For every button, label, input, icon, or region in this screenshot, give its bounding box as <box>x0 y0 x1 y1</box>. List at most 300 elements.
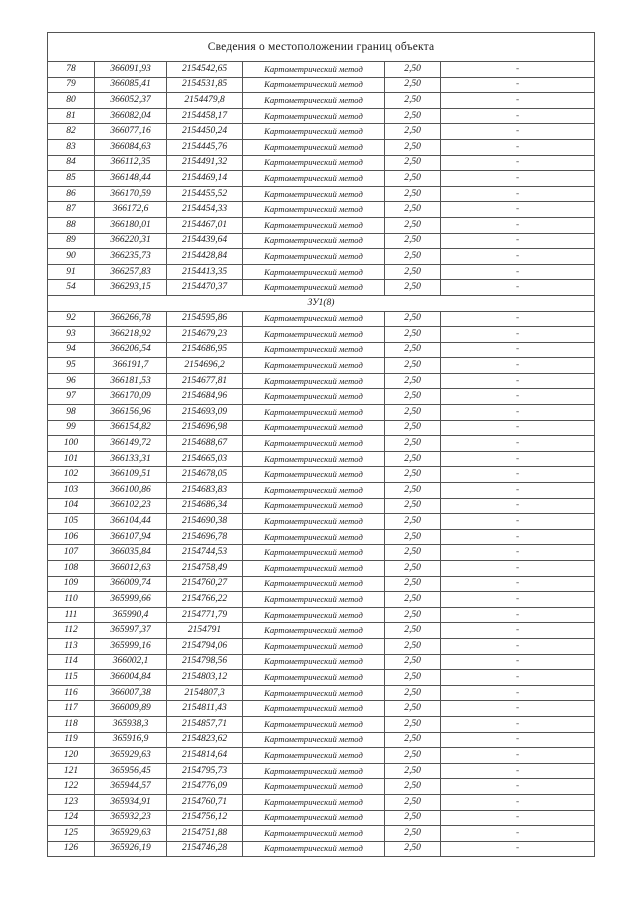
accuracy-cell: 2,50 <box>385 451 441 467</box>
coord-y-cell: 2154794,06 <box>167 638 243 654</box>
point-number-cell: 119 <box>48 732 95 748</box>
coord-x-cell: 366077,16 <box>95 124 167 140</box>
note-cell: - <box>441 483 595 499</box>
note-cell: - <box>441 249 595 265</box>
coord-x-cell: 366004,84 <box>95 670 167 686</box>
coord-x-cell: 366082,04 <box>95 108 167 124</box>
coord-x-cell: 366180,01 <box>95 217 167 233</box>
method-cell: Картометрический метод <box>243 763 385 779</box>
point-number-cell: 115 <box>48 670 95 686</box>
coord-y-cell: 2154679,23 <box>167 327 243 343</box>
method-cell: Картометрический метод <box>243 576 385 592</box>
method-cell: Картометрический метод <box>243 62 385 78</box>
accuracy-cell: 2,50 <box>385 670 441 686</box>
method-cell: Картометрический метод <box>243 529 385 545</box>
coord-y-cell: 2154428,84 <box>167 249 243 265</box>
coord-y-cell: 2154665,03 <box>167 451 243 467</box>
coord-y-cell: 2154684,96 <box>167 389 243 405</box>
coord-x-cell: 366091,93 <box>95 62 167 78</box>
method-cell: Картометрический метод <box>243 389 385 405</box>
accuracy-cell: 2,50 <box>385 638 441 654</box>
table-row <box>48 498 595 514</box>
point-number-cell: 92 <box>48 311 95 327</box>
coord-y-cell: 2154683,83 <box>167 483 243 499</box>
method-cell: Картометрический метод <box>243 748 385 764</box>
coord-y-cell: 2154686,95 <box>167 342 243 358</box>
coord-y-cell: 2154450,24 <box>167 124 243 140</box>
coord-x-cell: 366107,94 <box>95 529 167 545</box>
accuracy-cell: 2,50 <box>385 545 441 561</box>
point-number-cell: 90 <box>48 249 95 265</box>
coord-y-cell: 2154693,09 <box>167 405 243 421</box>
table-row <box>48 420 595 436</box>
table-row <box>48 77 595 93</box>
point-number-cell: 83 <box>48 139 95 155</box>
note-cell: - <box>441 716 595 732</box>
coord-x-cell: 366148,44 <box>95 171 167 187</box>
point-number-cell: 82 <box>48 124 95 140</box>
point-number-cell: 99 <box>48 420 95 436</box>
accuracy-cell: 2,50 <box>385 405 441 421</box>
note-cell: - <box>441 280 595 296</box>
table-row <box>48 748 595 764</box>
coord-x-cell: 366191,7 <box>95 358 167 374</box>
note-cell: - <box>441 810 595 826</box>
note-cell: - <box>441 514 595 530</box>
accuracy-cell: 2,50 <box>385 716 441 732</box>
method-cell: Картометрический метод <box>243 514 385 530</box>
point-number-cell: 87 <box>48 202 95 218</box>
accuracy-cell: 2,50 <box>385 108 441 124</box>
point-number-cell: 113 <box>48 638 95 654</box>
table-row <box>48 217 595 233</box>
coord-x-cell: 366104,44 <box>95 514 167 530</box>
table-row <box>48 826 595 842</box>
coord-x-cell: 365990,4 <box>95 607 167 623</box>
note-cell: - <box>441 358 595 374</box>
table-row <box>48 561 595 577</box>
method-cell: Картометрический метод <box>243 420 385 436</box>
coord-y-cell: 2154696,98 <box>167 420 243 436</box>
accuracy-cell: 2,50 <box>385 233 441 249</box>
table-row <box>48 264 595 280</box>
coord-x-cell: 366293,15 <box>95 280 167 296</box>
point-number-cell: 121 <box>48 763 95 779</box>
note-cell: - <box>441 311 595 327</box>
note-cell: - <box>441 592 595 608</box>
note-cell: - <box>441 342 595 358</box>
table-row <box>48 483 595 499</box>
point-number-cell: 96 <box>48 373 95 389</box>
coord-y-cell: 2154542,65 <box>167 62 243 78</box>
method-cell: Картометрический метод <box>243 841 385 857</box>
coord-x-cell: 366218,92 <box>95 327 167 343</box>
table-row <box>48 311 595 327</box>
method-cell: Картометрический метод <box>243 327 385 343</box>
table-row <box>48 841 595 857</box>
accuracy-cell: 2,50 <box>385 498 441 514</box>
note-cell: - <box>441 685 595 701</box>
point-number-cell: 104 <box>48 498 95 514</box>
accuracy-cell: 2,50 <box>385 685 441 701</box>
method-cell: Картометрический метод <box>243 358 385 374</box>
point-number-cell: 108 <box>48 561 95 577</box>
point-number-cell: 101 <box>48 451 95 467</box>
coord-x-cell: 365997,37 <box>95 623 167 639</box>
method-cell: Картометрический метод <box>243 483 385 499</box>
note-cell: - <box>441 202 595 218</box>
method-cell: Картометрический метод <box>243 93 385 109</box>
coord-y-cell: 2154439,64 <box>167 233 243 249</box>
point-number-cell: 88 <box>48 217 95 233</box>
coord-y-cell: 2154531,85 <box>167 77 243 93</box>
coord-y-cell: 2154688,67 <box>167 436 243 452</box>
accuracy-cell: 2,50 <box>385 389 441 405</box>
method-cell: Картометрический метод <box>243 405 385 421</box>
coord-x-cell: 366102,23 <box>95 498 167 514</box>
note-cell: - <box>441 139 595 155</box>
coord-y-cell: 2154760,71 <box>167 794 243 810</box>
coord-y-cell: 2154690,38 <box>167 514 243 530</box>
point-number-cell: 126 <box>48 841 95 857</box>
accuracy-cell: 2,50 <box>385 763 441 779</box>
accuracy-cell: 2,50 <box>385 171 441 187</box>
coord-y-cell: 2154744,53 <box>167 545 243 561</box>
point-number-cell: 112 <box>48 623 95 639</box>
note-cell: - <box>441 93 595 109</box>
point-number-cell: 114 <box>48 654 95 670</box>
method-cell: Картометрический метод <box>243 202 385 218</box>
coord-y-cell: 2154823,62 <box>167 732 243 748</box>
coord-x-cell: 365999,16 <box>95 638 167 654</box>
accuracy-cell: 2,50 <box>385 249 441 265</box>
point-number-cell: 54 <box>48 280 95 296</box>
note-cell: - <box>441 638 595 654</box>
accuracy-cell: 2,50 <box>385 155 441 171</box>
note-cell: - <box>441 264 595 280</box>
note-cell: - <box>441 732 595 748</box>
point-number-cell: 122 <box>48 779 95 795</box>
point-number-cell: 110 <box>48 592 95 608</box>
method-cell: Картометрический метод <box>243 732 385 748</box>
method-cell: Картометрический метод <box>243 186 385 202</box>
table-row <box>48 436 595 452</box>
boundary-table <box>47 32 595 857</box>
coord-x-cell: 366085,41 <box>95 77 167 93</box>
table-row <box>48 139 595 155</box>
method-cell: Картометрический метод <box>243 716 385 732</box>
point-number-cell: 120 <box>48 748 95 764</box>
point-number-cell: 109 <box>48 576 95 592</box>
note-cell: - <box>441 607 595 623</box>
table-row <box>48 654 595 670</box>
table-row <box>48 405 595 421</box>
table-row <box>48 249 595 265</box>
point-number-cell: 94 <box>48 342 95 358</box>
coord-y-cell: 2154776,09 <box>167 779 243 795</box>
point-number-cell: 118 <box>48 716 95 732</box>
method-cell: Картометрический метод <box>243 623 385 639</box>
table-row <box>48 280 595 296</box>
note-cell: - <box>441 826 595 842</box>
accuracy-cell: 2,50 <box>385 342 441 358</box>
method-cell: Картометрический метод <box>243 171 385 187</box>
note-cell: - <box>441 841 595 857</box>
method-cell: Картометрический метод <box>243 217 385 233</box>
point-number-cell: 85 <box>48 171 95 187</box>
coord-x-cell: 365929,63 <box>95 748 167 764</box>
method-cell: Картометрический метод <box>243 249 385 265</box>
note-cell: - <box>441 498 595 514</box>
point-number-cell: 80 <box>48 93 95 109</box>
note-cell: - <box>441 467 595 483</box>
coord-x-cell: 366220,31 <box>95 233 167 249</box>
method-cell: Картометрический метод <box>243 779 385 795</box>
table-row <box>48 202 595 218</box>
accuracy-cell: 2,50 <box>385 264 441 280</box>
table-row <box>48 108 595 124</box>
point-number-cell: 86 <box>48 186 95 202</box>
point-number-cell: 97 <box>48 389 95 405</box>
coord-x-cell: 366012,63 <box>95 561 167 577</box>
point-number-cell: 93 <box>48 327 95 343</box>
method-cell: Картометрический метод <box>243 467 385 483</box>
note-cell: - <box>441 171 595 187</box>
table-row <box>48 342 595 358</box>
table-row <box>48 327 595 343</box>
method-cell: Картометрический метод <box>243 794 385 810</box>
coord-y-cell: 2154491,32 <box>167 155 243 171</box>
coord-y-cell: 2154696,78 <box>167 529 243 545</box>
accuracy-cell: 2,50 <box>385 732 441 748</box>
point-number-cell: 84 <box>48 155 95 171</box>
coord-y-cell: 2154677,81 <box>167 373 243 389</box>
accuracy-cell: 2,50 <box>385 202 441 218</box>
method-cell: Картометрический метод <box>243 498 385 514</box>
coord-y-cell: 2154445,76 <box>167 139 243 155</box>
accuracy-cell: 2,50 <box>385 794 441 810</box>
coord-y-cell: 2154470,37 <box>167 280 243 296</box>
table-row <box>48 576 595 592</box>
document-sheet <box>47 32 594 857</box>
note-cell: - <box>441 155 595 171</box>
accuracy-cell: 2,50 <box>385 139 441 155</box>
table-row <box>48 155 595 171</box>
accuracy-cell: 2,50 <box>385 77 441 93</box>
table-row <box>48 93 595 109</box>
coord-x-cell: 366181,53 <box>95 373 167 389</box>
coord-y-cell: 2154760,27 <box>167 576 243 592</box>
method-cell: Картометрический метод <box>243 233 385 249</box>
coord-x-cell: 365926,19 <box>95 841 167 857</box>
table-row <box>48 389 595 405</box>
table-row <box>48 514 595 530</box>
note-cell: - <box>441 436 595 452</box>
point-number-cell: 81 <box>48 108 95 124</box>
coord-x-cell: 366172,6 <box>95 202 167 218</box>
point-number-cell: 106 <box>48 529 95 545</box>
note-cell: - <box>441 327 595 343</box>
point-number-cell: 125 <box>48 826 95 842</box>
table-row <box>48 607 595 623</box>
note-cell: - <box>441 124 595 140</box>
accuracy-cell: 2,50 <box>385 592 441 608</box>
coord-y-cell: 2154798,56 <box>167 654 243 670</box>
table-row <box>48 794 595 810</box>
method-cell: Картометрический метод <box>243 685 385 701</box>
point-number-cell: 89 <box>48 233 95 249</box>
coord-x-cell: 366084,63 <box>95 139 167 155</box>
coord-x-cell: 366206,54 <box>95 342 167 358</box>
coord-x-cell: 366002,1 <box>95 654 167 670</box>
table-row <box>48 171 595 187</box>
coord-y-cell: 2154479,8 <box>167 93 243 109</box>
coord-y-cell: 2154771,79 <box>167 607 243 623</box>
coord-x-cell: 365956,45 <box>95 763 167 779</box>
coord-x-cell: 366112,35 <box>95 155 167 171</box>
table-row <box>48 124 595 140</box>
point-number-cell: 124 <box>48 810 95 826</box>
coord-y-cell: 2154756,12 <box>167 810 243 826</box>
accuracy-cell: 2,50 <box>385 810 441 826</box>
coord-y-cell: 2154454,33 <box>167 202 243 218</box>
accuracy-cell: 2,50 <box>385 529 441 545</box>
note-cell: - <box>441 186 595 202</box>
method-cell: Картометрический метод <box>243 373 385 389</box>
accuracy-cell: 2,50 <box>385 748 441 764</box>
method-cell: Картометрический метод <box>243 607 385 623</box>
document-title: Сведения о местоположении границ объекта <box>48 33 595 62</box>
point-number-cell: 103 <box>48 483 95 499</box>
accuracy-cell: 2,50 <box>385 217 441 233</box>
coord-y-cell: 2154857,71 <box>167 716 243 732</box>
accuracy-cell: 2,50 <box>385 93 441 109</box>
accuracy-cell: 2,50 <box>385 561 441 577</box>
table-row <box>48 545 595 561</box>
coord-y-cell: 2154751,88 <box>167 826 243 842</box>
method-cell: Картометрический метод <box>243 561 385 577</box>
point-number-cell: 105 <box>48 514 95 530</box>
coord-y-cell: 2154791 <box>167 623 243 639</box>
note-cell: - <box>441 420 595 436</box>
point-number-cell: 107 <box>48 545 95 561</box>
note-cell: - <box>441 561 595 577</box>
method-cell: Картометрический метод <box>243 654 385 670</box>
table-row <box>48 670 595 686</box>
coord-y-cell: 2154811,43 <box>167 701 243 717</box>
note-cell: - <box>441 748 595 764</box>
method-cell: Картометрический метод <box>243 670 385 686</box>
table-row <box>48 186 595 202</box>
table-row <box>48 685 595 701</box>
coord-x-cell: 365944,57 <box>95 779 167 795</box>
point-number-cell: 95 <box>48 358 95 374</box>
accuracy-cell: 2,50 <box>385 358 441 374</box>
coord-x-cell: 365938,3 <box>95 716 167 732</box>
coord-y-cell: 2154686,34 <box>167 498 243 514</box>
method-cell: Картометрический метод <box>243 810 385 826</box>
coord-x-cell: 366154,82 <box>95 420 167 436</box>
coord-y-cell: 2154814,64 <box>167 748 243 764</box>
coord-x-cell: 366235,73 <box>95 249 167 265</box>
coord-x-cell: 365929,63 <box>95 826 167 842</box>
table-row <box>48 810 595 826</box>
coord-x-cell: 366009,89 <box>95 701 167 717</box>
method-cell: Картометрический метод <box>243 155 385 171</box>
coord-y-cell: 2154678,05 <box>167 467 243 483</box>
table-row <box>48 763 595 779</box>
table-row <box>48 358 595 374</box>
accuracy-cell: 2,50 <box>385 186 441 202</box>
table-row <box>48 701 595 717</box>
title-row <box>48 33 595 62</box>
coord-y-cell: 2154746,28 <box>167 841 243 857</box>
note-cell: - <box>441 451 595 467</box>
method-cell: Картометрический метод <box>243 592 385 608</box>
coord-y-cell: 2154807,3 <box>167 685 243 701</box>
note-cell: - <box>441 545 595 561</box>
method-cell: Картометрический метод <box>243 108 385 124</box>
method-cell: Картометрический метод <box>243 638 385 654</box>
point-number-cell: 111 <box>48 607 95 623</box>
method-cell: Картометрический метод <box>243 311 385 327</box>
accuracy-cell: 2,50 <box>385 467 441 483</box>
method-cell: Картометрический метод <box>243 124 385 140</box>
table-row <box>48 529 595 545</box>
accuracy-cell: 2,50 <box>385 280 441 296</box>
accuracy-cell: 2,50 <box>385 576 441 592</box>
coord-x-cell: 366149,72 <box>95 436 167 452</box>
accuracy-cell: 2,50 <box>385 420 441 436</box>
method-cell: Картометрический метод <box>243 701 385 717</box>
coord-x-cell: 366035,84 <box>95 545 167 561</box>
coord-x-cell: 366100,86 <box>95 483 167 499</box>
note-cell: - <box>441 763 595 779</box>
note-cell: - <box>441 779 595 795</box>
table-row <box>48 638 595 654</box>
table-row <box>48 779 595 795</box>
table-row <box>48 451 595 467</box>
coord-y-cell: 2154795,73 <box>167 763 243 779</box>
note-cell: - <box>441 77 595 93</box>
coord-y-cell: 2154595,86 <box>167 311 243 327</box>
accuracy-cell: 2,50 <box>385 841 441 857</box>
accuracy-cell: 2,50 <box>385 483 441 499</box>
coord-x-cell: 366007,38 <box>95 685 167 701</box>
point-number-cell: 98 <box>48 405 95 421</box>
point-number-cell: 102 <box>48 467 95 483</box>
method-cell: Картометрический метод <box>243 77 385 93</box>
accuracy-cell: 2,50 <box>385 607 441 623</box>
point-number-cell: 116 <box>48 685 95 701</box>
coord-y-cell: 2154758,49 <box>167 561 243 577</box>
coord-x-cell: 365999,66 <box>95 592 167 608</box>
point-number-cell: 91 <box>48 264 95 280</box>
coord-x-cell: 366257,83 <box>95 264 167 280</box>
accuracy-cell: 2,50 <box>385 327 441 343</box>
accuracy-cell: 2,50 <box>385 436 441 452</box>
coord-x-cell: 366133,31 <box>95 451 167 467</box>
coord-y-cell: 2154467,01 <box>167 217 243 233</box>
table-row <box>48 373 595 389</box>
accuracy-cell: 2,50 <box>385 623 441 639</box>
coord-x-cell: 366109,51 <box>95 467 167 483</box>
note-cell: - <box>441 108 595 124</box>
coord-x-cell: 366052,37 <box>95 93 167 109</box>
coord-x-cell: 366266,78 <box>95 311 167 327</box>
note-cell: - <box>441 217 595 233</box>
coord-y-cell: 2154413,35 <box>167 264 243 280</box>
